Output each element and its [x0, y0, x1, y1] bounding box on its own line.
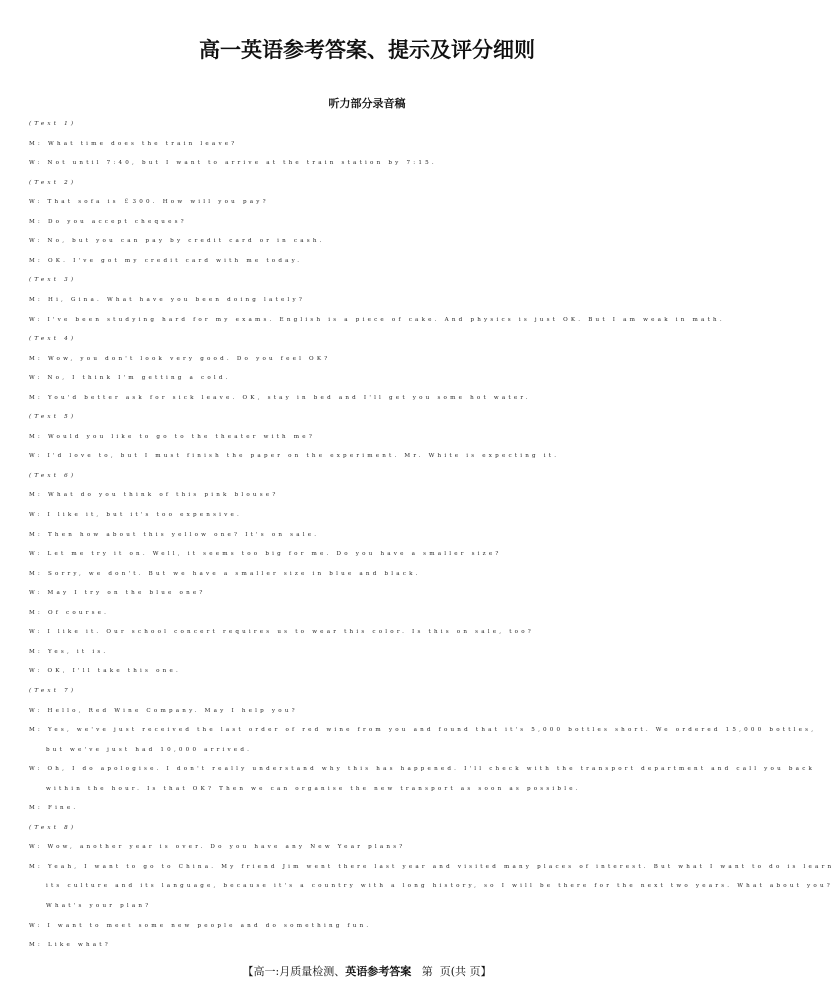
page-footer [0, 963, 734, 979]
footer-page-prefix: 第 [421, 965, 433, 978]
text-heading: (Text 3) [29, 277, 77, 284]
transcript-line: W: No, but you can pay by credit card or in cash. [29, 238, 325, 245]
transcript-line: M: Yes, it is. [29, 648, 109, 655]
text-heading: (Text 5) [29, 414, 77, 421]
transcript-line: M: OK. I've got my credit card with me today. [29, 257, 303, 264]
footer-grade: 【高一 [242, 965, 276, 978]
transcript-line: W: I like it, but it's too expensive. [29, 512, 243, 518]
transcript-line: M: What time does the train leave? [29, 140, 238, 147]
transcript-line: M: Yes, we've just received the last order of red wine from you and found that it's 5,000 bottles short. We ordered 15,000 bottles, [29, 727, 817, 734]
transcript-line: M: Do you accept cheques? [29, 218, 187, 225]
footer-page-word: 页 [439, 965, 451, 978]
transcript-line: M: Then how about this yellow one? It's on sale. [29, 531, 320, 538]
section-subtitle: 听力部分录音稿 [328, 97, 406, 110]
footer-sep: : [275, 965, 280, 978]
text-heading: (Text 7) [29, 687, 77, 694]
text-heading: (Text 1) [29, 121, 77, 127]
text-heading: (Text 8) [29, 824, 77, 831]
transcript-line: M: Wow, you don't look very good. Do you feel OK? [29, 355, 331, 362]
page-title: 高一英语参考答案、提示及评分细则 [199, 38, 535, 62]
transcript-line: What's your plan? [46, 903, 152, 909]
footer-doc-title: 英语参考答案 [345, 965, 412, 978]
transcript-line: but we've just had 10,000 arrived. [46, 746, 253, 753]
footer-total-suffix: 页】 [469, 965, 492, 978]
transcript-line: W: I like it. Our school concert requires us to wear this color. Is this on sale, too? [29, 629, 534, 636]
transcript-line: W: Oh, I do apologise. I don't really understand why this has happened. I'll check with the transport department and call you back [29, 766, 816, 773]
transcript-line: W: May I try on the blue one? [29, 590, 206, 597]
transcript-line: M: What do you think of this pink blouse? [29, 492, 279, 499]
footer-exam: 月质量检测 [279, 965, 335, 978]
text-heading: (Text 4) [29, 336, 77, 343]
transcript-line: M: Like what? [29, 942, 111, 949]
transcript-line: W: I want to meet some new people and do something fun. [29, 922, 372, 929]
transcript-line: W: Let me try it on. Well, it seems too big for me. Do you have a smaller size? [29, 551, 502, 558]
transcript-line: M: Hi, Gina. What have you been doing lately? [29, 296, 306, 303]
footer-sep: ( [450, 965, 455, 978]
transcript-line: M: Fine. [29, 805, 79, 812]
transcript-line: W: Hello, Red Wine Company. May I help you? [29, 707, 298, 714]
transcript-line: W: I'd love to, but I must finish the paper on the experiment. Mr. White is expecting it. [29, 453, 560, 460]
text-heading: (Text 6) [29, 472, 77, 479]
text-heading: (Text 2) [29, 179, 77, 186]
transcript-line: W: Wow, another year is over. Do you have any New Year plans? [29, 844, 406, 851]
transcript-line: within the hour. Is that OK? Then we can organise the new transport as soon as possible. [46, 785, 581, 792]
footer-sep: 、 [334, 965, 346, 978]
transcript-line: W: Not until 7:40, but I want to arrive at the train station by 7:15. [29, 160, 437, 167]
transcript-line: M: Sorry, we don't. But we have a smaller size in blue and black. [29, 570, 421, 577]
transcript-line: W: That sofa is ￡300. How will you pay? [29, 199, 269, 206]
footer-total-prefix: 共 [455, 965, 466, 978]
transcript-line: W: No, I think I'm getting a cold. [29, 375, 231, 382]
transcript-line: M: You'd better ask for sick leave. OK, stay in bed and I'll get you some hot water. [29, 394, 531, 401]
transcript-line: W: OK, I'll take this one. [29, 668, 181, 675]
transcript-line: M: Yeah, I want to go to China. My friend Jim went there last year and visited many places of interest. But what I want to do is learn [29, 863, 834, 870]
transcript-line: M: Of course. [29, 609, 110, 616]
transcript-line: its culture and its language, because it's a country with a long history, so I will be there for the next two years. What about you? [46, 883, 833, 890]
transcript-line: W: I've been studying hard for my exams. English is a piece of cake. And physics is just OK. But I am weak in math. [29, 316, 725, 323]
transcript-line: M: Would you like to go to the theater with me? [29, 433, 316, 440]
